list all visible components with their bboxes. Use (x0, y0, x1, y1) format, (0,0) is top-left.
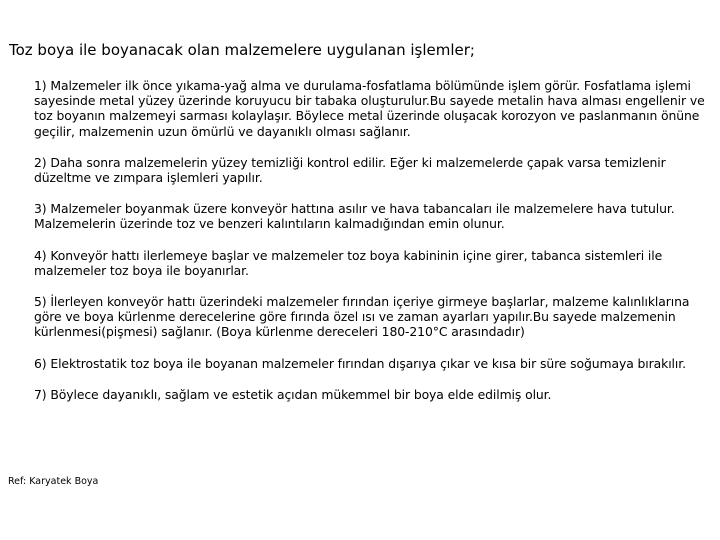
step-3: 3) Malzemeler boyanmak üzere konveyör hattına asılır ve hava tabancaları ile malzemelere hava tutulur. Malzemelerin üzerinde toz ve benzeri kalıntıların kalmadığından emin olunur. (34, 201, 675, 232)
step-5: 5) İlerleyen konveyör hattı üzerindeki malzemeler fırından içeriye girmeye başlarlar, malzeme kalınlıklarına göre ve boya kürlenme derecelerine göre fırında özel ısı ve zaman ayarları yapılır.Bu sayede malzemenin kürlenmesi(pişmesi) sağlanır. (Boya kürlenme dereceleri 180-210°C arasındadır) (34, 294, 690, 340)
reference-note: Ref: Karyatek Boya (8, 476, 99, 487)
steps-list (34, 78, 716, 418)
page-title: Toz boya ile boyanacak olan malzemelere uygulanan işlemler; (9, 41, 475, 59)
step-4: 4) Konveyör hattı ilerlemeye başlar ve malzemeler toz boya kabininin içine girer, tabanca sistemleri ile malzemeler toz boya ile boyanırlar. (34, 247, 663, 278)
step-6: 6) Elektrostatik toz boya ile boyanan malzemeler fırından dışarıya çıkar ve kısa bir süre soğumaya bırakılır. (34, 355, 686, 371)
step-1: 1) Malzemeler ilk önce yıkama-yağ alma ve durulama-fosfatlama bölümünde işlem görür. Fosfatlama işlemi sayesinde metal yüzey üzerinde koruyucu bir tabaka oluşturulur.Bu sayede metalin hava alması engellenir ve toz boyanın malzemeyi sarması kolaylaşır. Böylece metal üzerinde oluşacak korozyon ve paslanmanın önüne geçilir, malzemenin uzun ömürlü ve dayanıklı olması sağlanır. (34, 78, 705, 139)
step-2: 2) Daha sonra malzemelerin yüzey temizliği kontrol edilir. Eğer ki malzemelerde çapak varsa temizlenir düzeltme ve zımpara işlemleri yapılır. (34, 154, 666, 186)
step-7: 7) Böylece dayanıklı, sağlam ve estetik açıdan mükemmel bir boya elde edilmiş olur. (34, 386, 552, 402)
